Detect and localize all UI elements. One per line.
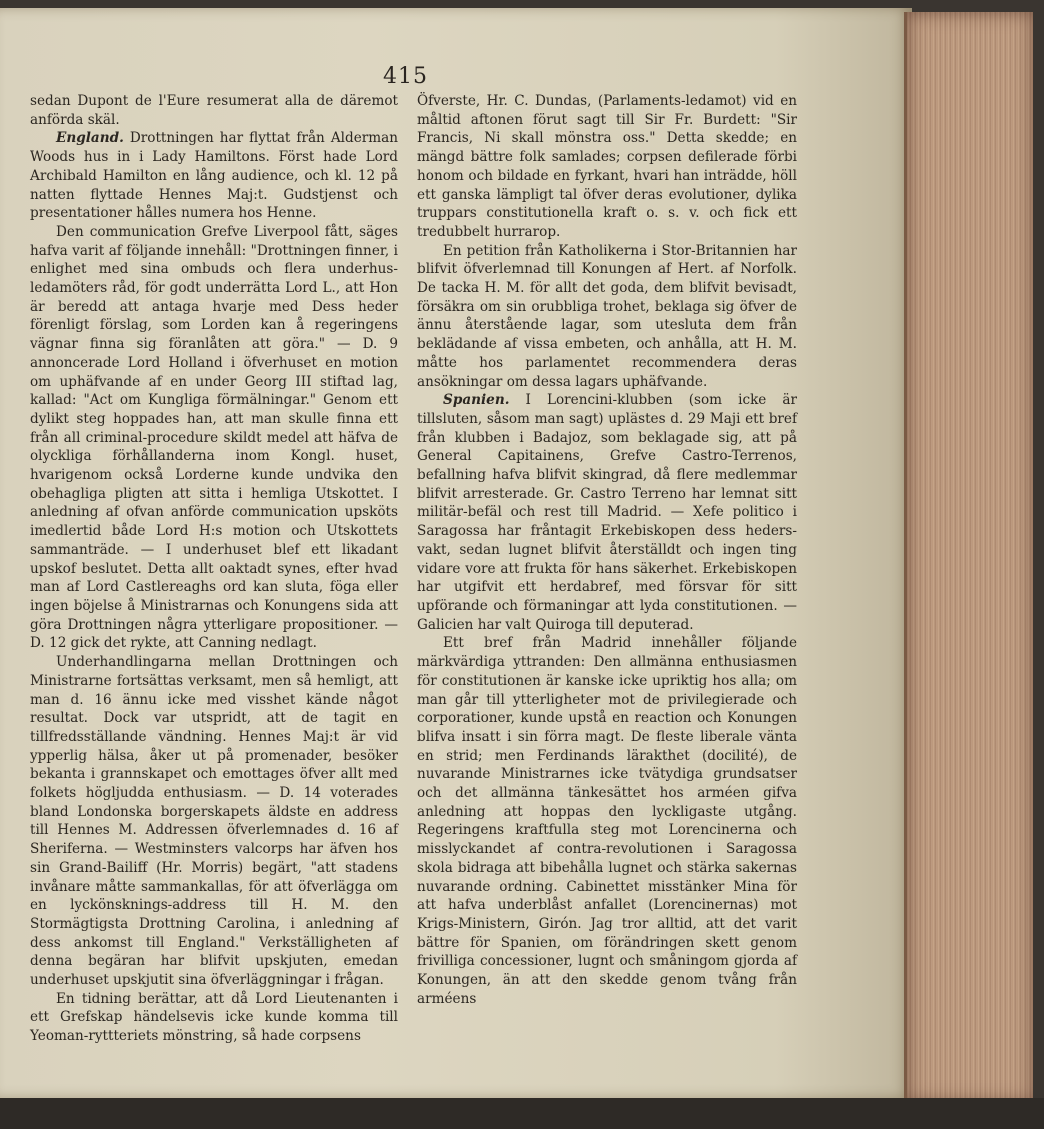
- paragraph: En tidning berättar, att då Lord Lieutenanten i ett Grefskap händelsevis icke kunde komma till Yeoman-ryttteriets mönstring, så hade corpsens: [30, 990, 398, 1045]
- page-number: 415: [383, 64, 428, 89]
- paragraph: sedan Dupont de l'Eure resumerat alla de däremot anförda skäl.: [30, 93, 398, 128]
- paragraph: Den communication Grefve Liverpool fått, säges hafva varit af följande innehåll: "Drottningen finner, i enlighet med sina ombuds och flera underhus-ledamöters råd, för godt underrätta Lord L., att Hon är beredd att antaga hvarje med Dess heder förenligt förslag, som Lorden kan å regeringens vägnar finna sig föranlåten att göra." — D. 9 annoncerade Lord Holland i öfverhuset en motion om uphäfvande af en under Georg III stiftad lag, kallad: "Act om Kungliga förmälningar." Genom ett dylikt steg hoppades han, att man skulle finna ett från all criminal-procedure skildt medel att häfva de olyckliga förhållanderna inom Kongl. huset, hvarigenom också Lorderne kunde undvika den obehagliga pligten att sitta i hemliga Utskottet. I anledning af ofvan anförde communication upsköts imedlertid både Lord H:s motion och Utskottets sammanträde. — I underhuset blef ett likadant upskof beslutet. Detta allt oaktadt synes, efter hvad man af Lord Castlereaghs ord kan sluta, föga eller ingen böjelse å Ministrarnas och Konungens sida att göra Drottningen några ytterligare propositioner. — D. 12 gick det rykte, att Canning nedlagt.: [30, 223, 398, 652]
- paragraph: Ett bref från Madrid innehåller följande märkvärdiga yttranden: Den allmänna enthusiasmen för constitutionen är kanske icke upriktig hos alla; om man går till ytterligheter mot de privilegierade och corporationer, kunde upstå en reaction och Konungen blifva insatt i sin förra magt. De fleste liberale vänta en strid; men Ferdinands lärakthet (docilité), de nuvarande Ministrarnes icke tvätydiga grundsatser och det allmänna tänkesättet hos arméen gifva anledning att hoppas den lyckligaste utgång. Regeringens kraftfulla steg mot Lorencinerna och misslyckandet af contra-revolutionen i Saragossa skola bidraga att bibehålla lugnet och stärka sakernas nuvarande ordning. Cabinettet misstänker Mina för att hafva underblåst anfallet (Lorencinernas) mot Krigs-Ministern, Girón. Jag tror alltid, att det varit bättre för Spanien, om förändringen skett genom frivilliga concessioner, lugnt och småningom gjorda af Konungen, än att den skedde genom tvång från arméens: [417, 635, 797, 1007]
- paragraph: En petition från Katholikerna i Stor-Britannien har blifvit öfverlemnad till Konungen af Hert. af Norfolk. De tacka H. M. för allt det goda, dem blifvit bevisadt, försäkra om sin orubbliga trohet, beklaga sig öfver de ännu återstående lagar, som utesluta dem från beklädande af vissa embeten, och anhålla, att H. M. måtte hos parlamentet recommendera deras ansökningar om dessa lagars uphäfvande.: [417, 242, 797, 390]
- paragraph-spanien: [417, 391, 797, 634]
- paragraph: Underhandlingarna mellan Drottningen och Ministrarne fortsättas verksamt, men så hemligt, att man d. 16 ännu icke med visshet kände något resultat. Dock var utspridt, att de tagit en tillfredsställande vändning. Hennes Maj:t är vid ypperlig hälsa, åker ut på promenader, besöker bekanta i grannskapet och emottages öfver allt med folkets högljudda enthusiasm. — D. 14 voterades bland Londonska borgerskapets äldste en address till Hennes M. Addressen öfverlemnades d. 16 af Sheriferna. — Westminsters valcorps har äfven hos sin Grand-Bailiff (Hr. Morris) begärt, "att stadens invånare måtte sammankallas, för att öfverlägga om en lyckönsknings-address till H. M. den Stormägtigsta Drottning Carolina, i anledning af dess ankomst till England." Verkställigheten af denna begäran har blifvit upskjuten, emedan underhuset upskjutit sina öfverläggningar i frågan.: [30, 654, 398, 989]
- paragraph-text: Drottningen har flyttat från Alderman Woods hus in i Lady Hamiltons. Först hade Lord Archibald Hamilton en lång audience, och kl. 12 på natten flyttade Hennes Maj:t. Gudstjenst och presentationer hålles numera hos Henne.: [30, 130, 398, 222]
- paragraph-england: [30, 129, 398, 223]
- section-heading-spanien: Spanien.: [443, 392, 510, 409]
- section-heading-england: England.: [56, 130, 124, 147]
- paragraph: Öfverste, Hr. C. Dundas, (Parlaments-ledamot) vid en måltid aftonen förut sagt till Sir Fr. Burdett: "Sir Francis, Ni skall mönstra oss." Detta skedde; en mängd bättre folk samlades; corpsen defilerade förbi honom och bildade en fyrkant, hvari han inträdde, höll ett ganska lämpligt tal öfver deras evolutioner, dylika truppars constitutionella kraft o. s. v. och fick ett tredubbelt hurrarop.: [417, 93, 797, 240]
- bottom-shadow: [0, 1098, 1044, 1129]
- page-edges: [904, 12, 1033, 1102]
- right-column: [417, 92, 797, 1008]
- paragraph-text: I Lorencini-klubben (som icke är tillsluten, såsom man sagt) uplästes d. 29 Maji ett bref från klubben i Badajoz, som beklagade sig, att på General Capitainens, Grefve Castro-Terrenos, befallning hafva blifvit skingrad, då flere medlemmar blifvit arresterade. Gr. Castro Terreno har lemnat sitt militär-befäl och rest till Madrid. — Xefe politico i Saragossa har fråntagit Erkebiskopen dess heders-vakt, sedan lugnet blifvit återställdt och ingen ting vidare vore att frukta för hans säkerhet. Erkebiskopen har utgifvit ett herdabref, med försvar för sitt upförande och förmaningar att lyda constitutionen. — Galicien har valt Quiroga till deputerad.: [417, 392, 798, 633]
- left-column: [30, 92, 398, 1046]
